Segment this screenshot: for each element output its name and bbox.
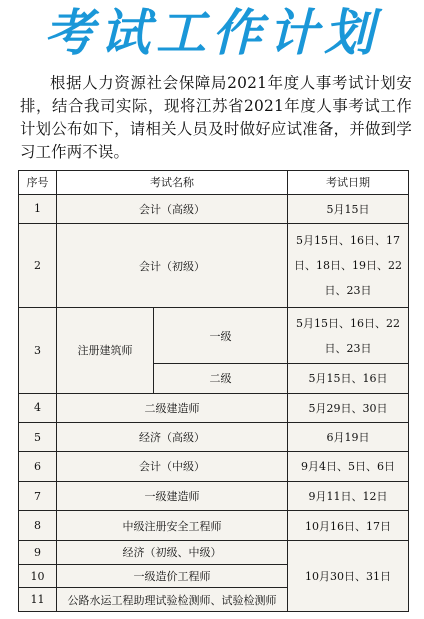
table-header-row (19, 171, 409, 195)
row-no: 9 (19, 541, 57, 565)
row-no: 2 (19, 224, 57, 308)
row-name: 二级建造师 (57, 393, 288, 423)
row-date: 9月11日、12日 (288, 481, 409, 511)
row-date: 5月15日 (288, 194, 409, 224)
row-no: 10 (19, 564, 57, 588)
row-no: 8 (19, 511, 57, 541)
row-date: 5月15日、16日 (288, 363, 409, 393)
table-row (19, 451, 409, 481)
row-date-shared: 10月30日、31日 (288, 541, 409, 612)
row-date: 9月4日、5日、6日 (288, 451, 409, 481)
header-date: 考试日期 (288, 171, 409, 195)
row-date: 5月15日、16日、22日、23日 (288, 308, 409, 363)
table-row (19, 308, 409, 363)
table-row (19, 194, 409, 224)
row-no: 7 (19, 481, 57, 511)
row-no: 11 (19, 588, 57, 612)
table-row (19, 224, 409, 308)
header-name: 考试名称 (57, 171, 288, 195)
row-date: 10月16日、17日 (288, 511, 409, 541)
header-no: 序号 (19, 171, 57, 195)
row-date: 5月15日、16日、17日、18日、19日、22日、23日 (288, 224, 409, 308)
row-date: 5月29日、30日 (288, 393, 409, 423)
table-row (19, 423, 409, 452)
table-row (19, 393, 409, 423)
row-no: 1 (19, 194, 57, 224)
exam-schedule-table (18, 170, 409, 612)
row-name: 经济（初级、中级） (57, 541, 288, 565)
page-title: 考试工作计划 (44, 4, 380, 62)
row-sub-level: 二级 (154, 363, 288, 393)
row-no: 6 (19, 451, 57, 481)
intro-paragraph: 根据人力资源社会保障局2021年度人事考试计划安排，结合我司实际，现将江苏省2021年度人事考试工作计划公布如下，请相关人员及时做好应试准备，并做到学习工作两不误。 (20, 74, 412, 161)
row-name: 会计（中级） (57, 451, 288, 481)
row-name: 注册建筑师 (57, 308, 154, 393)
row-name: 会计（高级） (57, 194, 288, 224)
row-name: 中级注册安全工程师 (57, 511, 288, 541)
row-no: 4 (19, 393, 57, 423)
table-row (19, 541, 409, 565)
table-row (19, 481, 409, 511)
row-name: 公路水运工程助理试验检测师、试验检测师 (57, 588, 288, 612)
row-name: 一级建造师 (57, 481, 288, 511)
row-name: 一级造价工程师 (57, 564, 288, 588)
row-date: 6月19日 (288, 423, 409, 452)
row-name: 经济（高级） (57, 423, 288, 452)
row-sub-level: 一级 (154, 308, 288, 363)
row-no: 3 (19, 308, 57, 393)
table-row (19, 511, 409, 541)
row-no: 5 (19, 423, 57, 452)
row-name: 会计（初级） (57, 224, 288, 308)
